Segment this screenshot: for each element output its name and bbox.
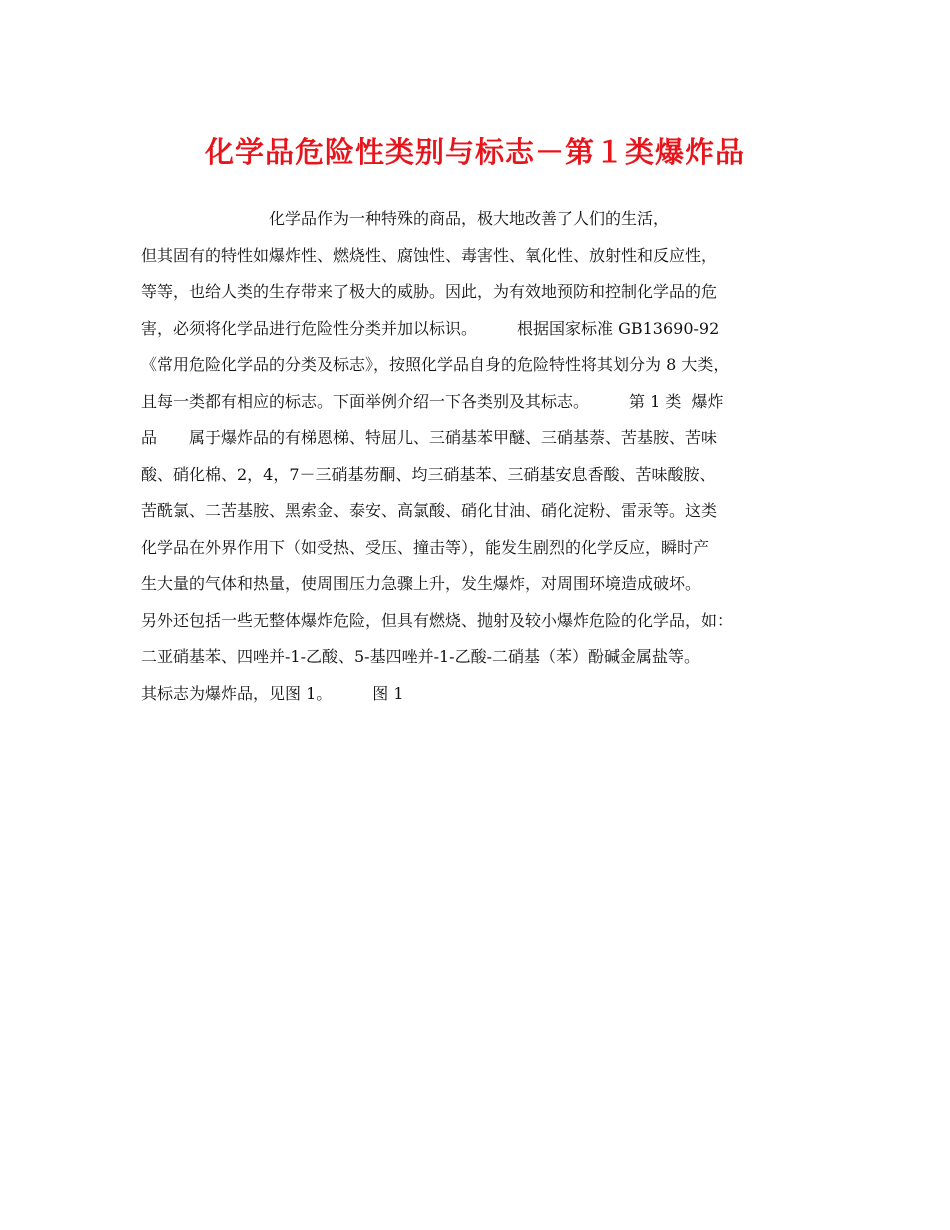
body-line: 二亚硝基苯、四唑并-1-乙酸、5-基四唑并-1-乙酸-二硝基（苯）酚碱金属盐等。 bbox=[141, 647, 700, 666]
body-paragraph bbox=[141, 201, 824, 712]
document-title: 化学品危险性类别与标志－第１类爆炸品 bbox=[204, 135, 745, 169]
body-line: 化学品在外界作用下（如受热、受压、撞击等），能发生剧烈的化学反应，瞬时产 bbox=[141, 537, 710, 557]
body-line: 其标志为爆炸品，见图 1。 图 1 bbox=[141, 683, 404, 703]
body-line: 《常用危险化学品的分类及标志》，按照化学品自身的危险特性将其划分为 8 大类， bbox=[141, 355, 730, 374]
body-line: 酸、硝化棉、2，4，7－三硝基芴酮、均三硝基苯、三硝基安息香酸、苦味酸胺、 bbox=[141, 464, 716, 484]
body-line: 且每一类都有相应的标志。下面举例介绍一下各类别及其标志。 第 1 类 爆炸 bbox=[141, 391, 724, 411]
body-line: 苦酰氯、二苦基胺、黑索金、泰安、高氯酸、硝化甘油、硝化淀粉、雷汞等。这类 bbox=[141, 501, 718, 520]
body-line: 化学品作为一种特殊的商品，极大地改善了人们的生活， bbox=[141, 209, 670, 228]
body-line: 品 属于爆炸品的有梯恩梯、特屈儿、三硝基苯甲醚、三硝基萘、苦基胺、苦味 bbox=[141, 428, 718, 447]
body-line: 等等，也给人类的生存带来了极大的威胁。因此，为有效地预防和控制化学品的危 bbox=[141, 282, 718, 301]
body-line: 但其固有的特性如爆炸性、燃烧性、腐蚀性、毒害性、氧化性、放射性和反应性， bbox=[141, 245, 718, 265]
body-line: 另外还包括一些无整体爆炸危险，但具有燃烧、抛射及较小爆炸危险的化学品，如： bbox=[141, 610, 734, 630]
body-line: 害，必须将化学品进行危险性分类并加以标识。 根据国家标准 GB13690-92 bbox=[141, 318, 720, 338]
body-line: 生大量的气体和热量，使周围压力急骤上升，发生爆炸，对周围环境造成破坏。 bbox=[141, 574, 702, 593]
